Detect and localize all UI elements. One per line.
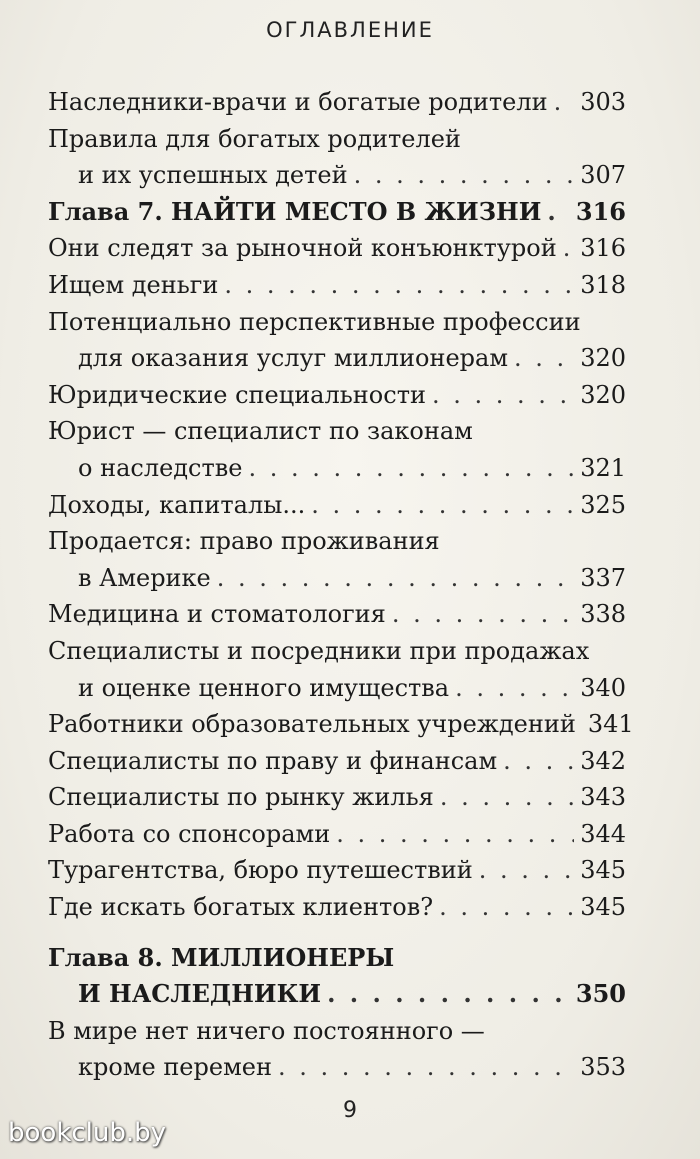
toc-line	[48, 743, 626, 780]
toc-page-number: 316	[575, 196, 626, 226]
leader-dots	[392, 596, 574, 633]
toc-entry-title: Ищем деньги	[48, 270, 219, 299]
toc-line	[48, 523, 626, 560]
toc-entry-title: И НАСЛЕДНИКИ	[78, 979, 322, 1009]
toc-line	[48, 340, 626, 377]
leader-dots	[217, 560, 574, 597]
leader-dots	[439, 889, 574, 926]
leader-dots	[278, 1049, 574, 1086]
toc-line	[48, 560, 626, 597]
toc-entry-title: Специалисты по праву и финансам	[48, 746, 498, 775]
toc-entry-title: Где искать богатых клиентов?	[48, 893, 434, 922]
toc-line	[48, 121, 626, 158]
toc-line	[48, 450, 626, 487]
toc-entry-title: Доходы, капиталы...	[48, 490, 306, 519]
toc-page-number: 338	[580, 600, 626, 629]
toc-entry-title: о наследстве	[78, 453, 243, 482]
toc-entry-title: кроме перемен	[78, 1053, 272, 1082]
toc-line	[48, 670, 626, 707]
toc-line	[48, 304, 626, 341]
toc-page-number: 318	[580, 270, 626, 299]
toc-entry	[48, 596, 626, 633]
toc-line	[48, 706, 634, 743]
watermark: bookclub.by	[8, 1118, 167, 1148]
leader-dots	[248, 450, 574, 487]
toc-page-number: 340	[580, 673, 626, 702]
leader-dots	[327, 976, 570, 1013]
leader-dots	[440, 779, 574, 816]
leader-dots	[554, 84, 575, 121]
leader-dots	[514, 340, 574, 377]
leader-dots	[354, 157, 575, 194]
table-of-contents	[48, 84, 634, 1086]
toc-page-number: 344	[580, 819, 626, 848]
toc-line	[48, 1013, 626, 1050]
toc-page-number: 337	[580, 563, 626, 592]
toc-line	[48, 377, 626, 414]
toc-entry	[48, 267, 626, 304]
toc-line	[48, 267, 626, 304]
toc-entry-title: Наследники-врачи и богатые родители	[48, 88, 548, 116]
toc-entry-title: Потенциально перспективные профессии	[48, 307, 581, 336]
leader-dots	[336, 816, 574, 853]
leader-dots	[224, 267, 574, 304]
toc-entry	[48, 377, 626, 414]
toc-page-number: 307	[580, 161, 626, 190]
toc-page-number: 350	[575, 979, 626, 1009]
leader-dots	[479, 852, 574, 889]
toc-entry-title: Глава 7. НАЙТИ МЕСТО В ЖИЗНИ	[48, 196, 542, 226]
toc-line	[48, 779, 626, 816]
toc-line	[48, 816, 626, 853]
toc-entry	[48, 523, 626, 596]
toc-line	[48, 487, 626, 524]
toc-line	[48, 940, 626, 977]
toc-entry	[48, 487, 626, 524]
leader-dots	[432, 377, 574, 414]
leader-dots	[547, 194, 570, 231]
toc-page-number: 321	[580, 453, 626, 482]
toc-entry-title: Работа со спонсорами	[48, 819, 331, 848]
toc-line	[48, 413, 626, 450]
toc-page-number: 303	[580, 88, 626, 116]
toc-chapter	[48, 940, 626, 1013]
toc-entry-title: Глава 8. МИЛЛИОНЕРЫ	[48, 942, 395, 972]
toc-entry	[48, 706, 634, 743]
toc-line	[48, 157, 626, 194]
toc-entry-title: Правила для богатых родителей	[48, 124, 461, 153]
toc-page-number: 325	[580, 490, 626, 519]
toc-page-number: 320	[580, 344, 626, 373]
toc-line	[48, 194, 626, 231]
toc-entry	[48, 304, 626, 377]
toc-line	[48, 633, 626, 670]
toc-line	[48, 230, 626, 267]
toc-page-number: 345	[580, 856, 626, 885]
toc-page-number: 353	[580, 1053, 626, 1082]
toc-page-number: 316	[580, 234, 626, 263]
toc-entry-title: Продается: право проживания	[48, 527, 440, 556]
leader-dots	[503, 743, 574, 780]
toc-line	[48, 976, 626, 1013]
toc-line	[48, 1049, 626, 1086]
toc-page-number: 320	[580, 380, 626, 409]
leader-dots	[455, 670, 574, 707]
leader-dots	[311, 487, 574, 524]
toc-page-number: 342	[580, 746, 626, 775]
toc-entry	[48, 816, 626, 853]
toc-entry	[48, 633, 626, 706]
toc-entry-title: В мире нет ничего постоянного —	[48, 1016, 485, 1045]
toc-entry-title: Турагентства, бюро путешествий	[48, 856, 473, 885]
toc-entry	[48, 121, 626, 194]
toc-entry-title: Юрист — специалист по законам	[48, 417, 473, 446]
toc-entry-title: Специалисты по рынку жилья	[48, 783, 434, 812]
toc-line	[48, 84, 626, 121]
toc-page-number: 345	[580, 893, 626, 922]
toc-entry-title: в Америке	[78, 563, 211, 592]
toc-entry	[48, 84, 626, 121]
toc-entry-title: Они следят за рыночной конъюнктурой	[48, 234, 557, 263]
toc-entry-title: и оценке ценного имущества	[78, 673, 450, 702]
toc-entry-title: для оказания услуг миллионерам	[78, 344, 508, 373]
page-number: 9	[343, 1098, 357, 1123]
toc-page-number: 341	[587, 710, 634, 739]
toc-entry-title: Юридические специальности	[48, 380, 426, 409]
toc-entry	[48, 889, 626, 926]
toc-line	[48, 889, 626, 926]
toc-line	[48, 852, 626, 889]
toc-entry-title: Медицина и стоматология	[48, 600, 386, 629]
toc-entry	[48, 413, 626, 486]
toc-entry	[48, 1013, 626, 1086]
toc-entry-title: и их успешных детей	[78, 161, 348, 190]
toc-entry	[48, 743, 626, 780]
toc-entry	[48, 779, 626, 816]
toc-entry-title: Специалисты и посредники при продажах	[48, 636, 590, 665]
toc-entry	[48, 230, 626, 267]
toc-entry-title: Работники образовательных учреждений	[48, 710, 576, 739]
toc-line	[48, 596, 626, 633]
toc-page-number: 343	[580, 783, 626, 812]
leader-dots	[563, 230, 574, 267]
toc-entry	[48, 852, 626, 889]
page-header: ОГЛАВЛЕНИЕ	[266, 18, 434, 42]
toc-chapter	[48, 194, 626, 231]
